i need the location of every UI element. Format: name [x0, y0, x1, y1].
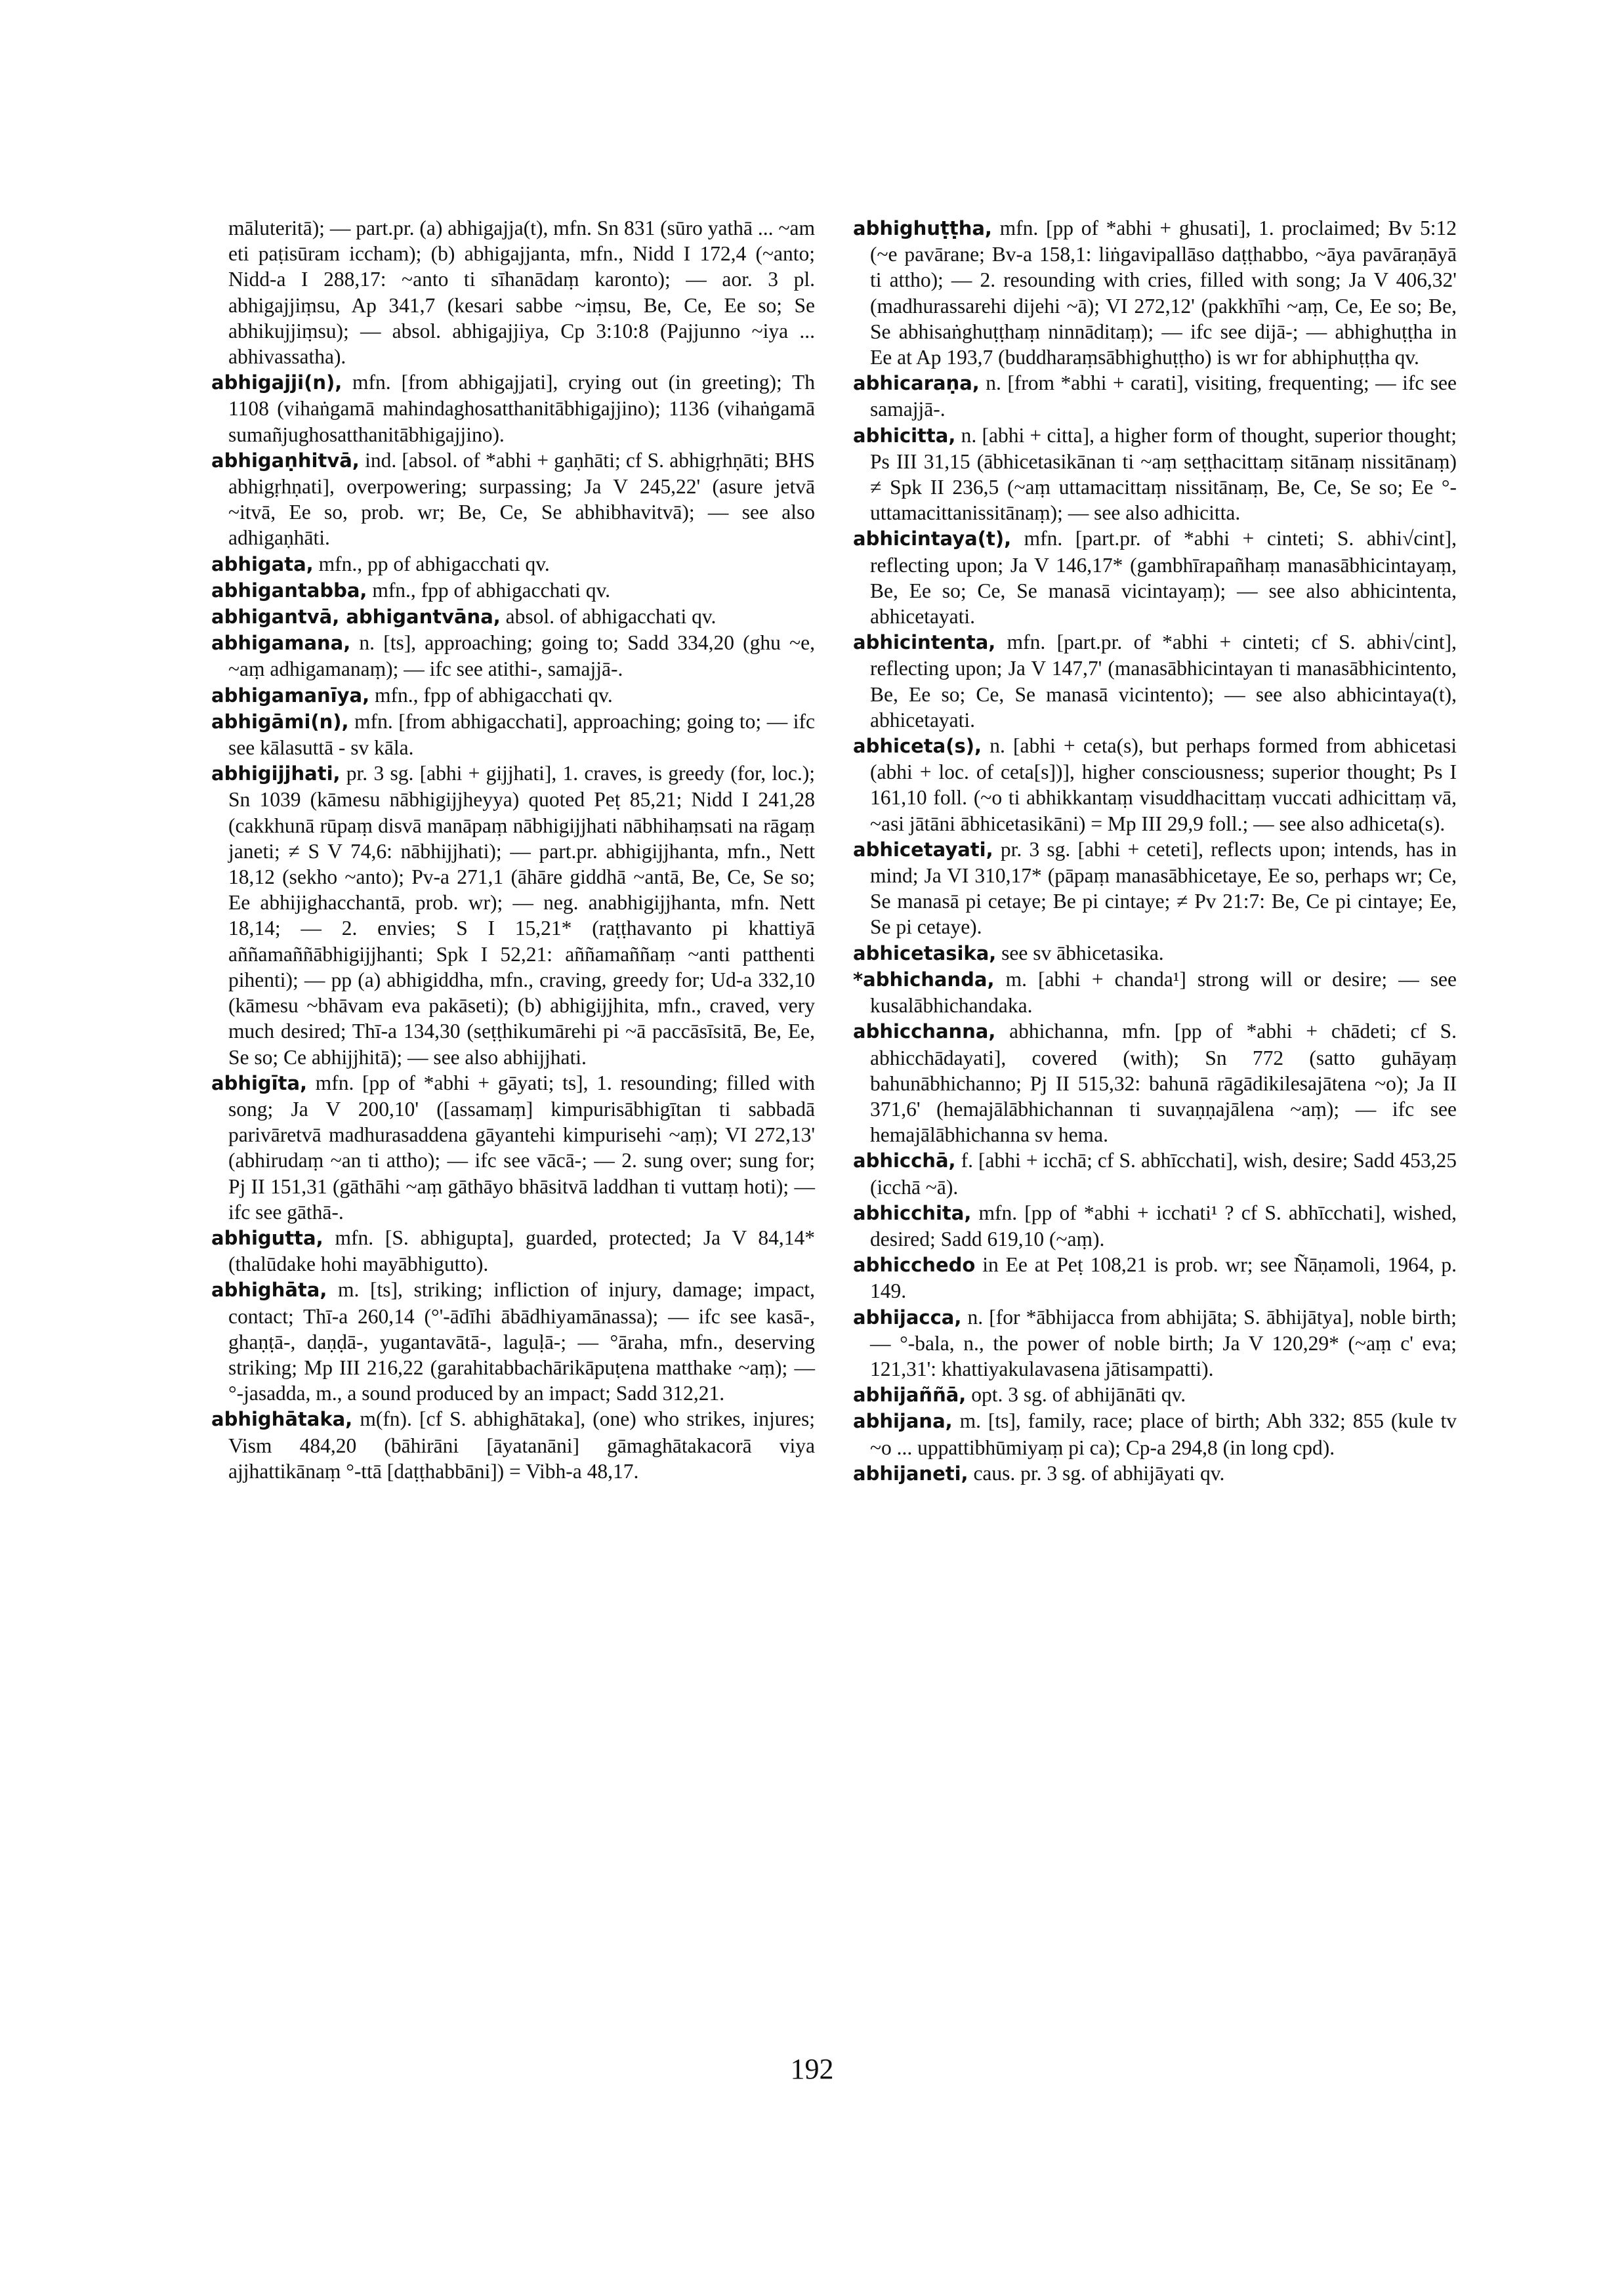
- dictionary-entry: [853, 629, 1457, 733]
- entry-headword: abhicintaya(t),: [853, 527, 1012, 550]
- entry-headword: abhicaraṇa,: [853, 372, 980, 395]
- entry-definition: pr. 3 sg. [abhi + gijjhati], 1. craves, is greedy (for, loc.); Sn 1039 (kāmesu nābhigijjheyya) quoted Peṭ 85,21; Nidd I 241,28 (cakkhunā rūpaṃ disvā manāpaṃ nābhigijjhati nābhihaṃsati na rāgaṃ janeti; ≠ S V 74,6: nābhijjhati); — part.pr. abhigijjhanta, mfn., Nett 18,12 (sekho ~anto); Pv-a 271,1 (āhāre giddhā ~antā, Be, Ce, Se so; Ee abhijighacchantā, prob. wr); — neg. anabhigijjhanta, mfn. Nett 18,14; — 2. envies; S I 15,21* (raṭṭhavanto pi khattiyā aññamaññābhigijjhanti; Spk I 52,21: aññamaññaṃ ~anti patthenti pihenti); — pp (a) abhigiddha, mfn., craving, greedy for; Ud-a 332,10 (kāmesu ~bhāvam eva pakāseti); (b) abhigijjhita, mfn., craved, very much desired; Thī-a 134,30 (seṭṭhikumārehi pi ~ā paccāsīsitā, Be, Ee, Se so; Ce abhijjhitā); — see also abhijjhati.: [228, 762, 815, 1069]
- entry-definition: n. [abhi + citta], a higher form of thought, superior thought; Ps III 31,15 (ābhicetasikānan ti ~aṃ seṭṭhacittaṃ sitānaṃ nissitānaṃ) ≠ Spk II 236,5 (~aṃ uttamacittaṃ nissitānaṃ, Be, Ce, Se so; Ee °-uttamacittanissitānaṃ); — see also adhicitta.: [870, 423, 1457, 525]
- dictionary-entry: [853, 215, 1457, 370]
- dictionary-entry: [211, 630, 815, 682]
- entry-definition: in Ee at Peṭ 108,21 is prob. wr; see Ñāṇamoli, 1964, p. 149.: [870, 1253, 1457, 1303]
- entry-headword: abhigamana,: [211, 632, 351, 655]
- entry-definition: n. [from *abhi + carati], visiting, frequenting; — ifc see samajjā-.: [870, 371, 1457, 421]
- entry-definition: mfn., pp of abhigacchati qv.: [313, 552, 550, 575]
- dictionary-entry: [853, 837, 1457, 940]
- entry-definition: mfn. [part.pr. of *abhi + cinteti; cf S. abhi√cint], reflecting upon; Ja V 147,7' (manasābhicintayan ti manasābhicintento, Be, Ee so; Ce, Se manasā vicintento); — see also abhicintaya(t), abhicetayati.: [870, 631, 1457, 732]
- entry-headword: abhicitta,: [853, 424, 956, 447]
- entry-definition: m(fn). [cf S. abhighātaka], (one) who strikes, injures; Vism 484,20 (bāhirāni [āyatanāni] gāmaghātakacorā viya ajjhattikānaṃ °-ttā [daṭṭhabbāni]) = Vibh-a 48,17.: [228, 1407, 815, 1483]
- entry-definition: mfn. [S. abhigupta], guarded, protected; Ja V 84,14* (thalūdake hohi mayābhigutto).: [228, 1226, 815, 1276]
- dictionary-entry: [853, 526, 1457, 629]
- entry-headword: abhicchā,: [853, 1149, 956, 1172]
- entry-definition: m. [abhi + chanda¹] strong will or desire; — see kusalābhichandaka.: [870, 967, 1457, 1018]
- dictionary-entry: [853, 1408, 1457, 1460]
- entry-headword: abhighātaka,: [211, 1408, 353, 1431]
- dictionary-entry: [853, 733, 1457, 837]
- entry-definition: n. [abhi + ceta(s), but perhaps formed from abhicetasi (abhi + loc. of ceta[s])], higher consciousness; superior thought; Ps I 161,10 foll. (~o ti abhikkantaṃ visuddhacittaṃ vuccati adhicittaṃ vā, ~asi jātāni ābhicetasikāni) = Mp III 29,9 foll.; — see also adhiceta(s).: [870, 734, 1457, 835]
- entry-definition: mfn. [part.pr. of *abhi + cinteti; S. abhi√cint], reflecting upon; Ja V 146,17* (gambhīrapañhaṃ manasābhicintayaṃ, Be, Ee so; Ce, Se manasā vicintayaṃ); — see also abhicintenta, abhicetayati.: [870, 527, 1457, 629]
- dictionary-entry: [211, 215, 815, 369]
- dictionary-entry: [211, 1225, 815, 1277]
- dictionary-entry: [853, 1304, 1457, 1382]
- entry-definition: caus. pr. 3 sg. of abhijāyati qv.: [968, 1461, 1225, 1485]
- dictionary-entry: [211, 1070, 815, 1225]
- entry-headword: abhigutta,: [211, 1226, 323, 1249]
- dictionary-entry: [853, 940, 1457, 966]
- dictionary-entry: [853, 1018, 1457, 1148]
- entry-definition: m. [ts], family, race; place of birth; Abh 332; 855 (kule tv ~o ... uppattibhūmiyaṃ pi ca); Cp-a 294,8 (in long cpd).: [870, 1409, 1457, 1459]
- entry-headword: abhicetayati,: [853, 838, 993, 861]
- entry-definition: mfn., fpp of abhigacchati qv.: [369, 683, 613, 707]
- entry-headword: abhighāta,: [211, 1279, 327, 1302]
- left-column: [211, 215, 815, 1484]
- entry-headword: abhighuṭṭha,: [853, 217, 992, 239]
- dictionary-entry: [853, 423, 1457, 526]
- entry-headword: abhijacca,: [853, 1306, 962, 1329]
- entry-headword: abhicchanna,: [853, 1020, 996, 1043]
- entry-headword: abhijana,: [853, 1410, 953, 1433]
- entry-headword: abhiceta(s),: [853, 735, 982, 758]
- entry-headword: abhigijjhati,: [211, 762, 341, 785]
- entry-headword: abhigamanīya,: [211, 684, 370, 707]
- dictionary-entry: [211, 447, 815, 551]
- dictionary-entry: [211, 1406, 815, 1484]
- entry-definition: mfn. [from abhigacchati], approaching; going to; — ifc see kālasuttā - sv kāla.: [228, 709, 815, 760]
- dictionary-entry: [211, 369, 815, 447]
- dictionary-entry: [853, 1148, 1457, 1199]
- entry-headword: abhicintenta,: [853, 631, 996, 654]
- dictionary-entry: [853, 1252, 1457, 1304]
- entry-definition: abhichanna, mfn. [pp of *abhi + chādeti; cf S. abhicchādayati], covered (with); Sn 772 (satto guhāyaṃ bahunābhichanno; Pj II 515,32: bahunā rāgādikilesajātena ~o); Ja II 371,6' (hemajālābhichannan ti suvaṇṇajālena ~aṃ); — ifc see hemajālābhichanna sv hema.: [870, 1020, 1457, 1147]
- entry-headword: abhicchedo: [853, 1254, 976, 1277]
- entry-definition: n. [for *ābhijacca from abhijāta; S. ābhijātya], noble birth; — °-bala, n., the power of noble birth; Ja V 120,29* (~aṃ c' eva; 121,31': khattiyakulavasena jātisampatti).: [870, 1305, 1457, 1380]
- entry-headword: abhigajji(n),: [211, 371, 343, 394]
- entry-definition: opt. 3 sg. of abhijānāti qv.: [966, 1383, 1186, 1407]
- dictionary-entry: [211, 760, 815, 1069]
- entry-headword: abhigantvā, abhigantvāna,: [211, 606, 501, 629]
- entry-definition: m. [ts], striking; infliction of injury, damage; impact, contact; Thī-a 260,14 (°'-ādīhi ābādhiyamānassa); — ifc see kasā-, ghaṇṭā-, daṇḍā-, yugantavātā-, laguḷā-; — °āraha, mfn., deserving striking; Mp III 216,22 (garahitabbachārikāpuṭena matthake ~aṃ); — °-jasadda, m., a sound produced by an impact; Sadd 312,21.: [228, 1278, 815, 1405]
- entry-definition: f. [abhi + icchā; cf S. abhīcchati], wish, desire; Sadd 453,25 (icchā ~ā).: [870, 1149, 1457, 1199]
- dictionary-entry: [211, 551, 815, 577]
- page-number: 192: [790, 2053, 834, 2085]
- entry-headword: abhijaññā,: [853, 1384, 967, 1407]
- entry-headword: abhicetasika,: [853, 941, 997, 964]
- entry-definition: see sv ābhicetasika.: [996, 941, 1164, 964]
- entry-definition: absol. of abhigacchati qv.: [500, 605, 717, 629]
- entry-definition: māluteritā); — part.pr. (a) abhigajja(t), mfn. Sn 831 (sūro yathā ... ~am eti paṭisūram iccham); (b) abhigajjanta, mfn., Nidd I 172,4 (~anto; Nidd-a I 288,17: ~anto ti sīhanādaṃ karonto); — aor. 3 pl. abhigajjiṃsu, Ap 341,7 (kesari sabbe ~iṃsu, Be, Ce, Ee so; Se abhikujjiṃsu); — absol. abhigajjiya, Cp 3:10:8 (Pajjunno ~iya ... abhivassatha).: [228, 217, 815, 369]
- entry-definition: mfn. [pp of *abhi + gāyati; ts], 1. resounding; filled with song; Ja V 200,10' ([assamaṃ] kimpurisābhigītan ti sabbadā parivāretvā madhurasaddena gāyantehi kimpurisehi ~aṃ); VI 272,13' (abhirudaṃ ~an ti attho); — ifc see vācā-; — 2. sung over; sung for; Pj II 151,31 (gāthāhi ~aṃ gāthāyo bhāsitvā laddhan ti vuttaṃ hoti); — ifc see gāthā-.: [228, 1071, 815, 1224]
- dictionary-entry: [853, 1200, 1457, 1252]
- entry-headword: abhigaṇhitvā,: [211, 449, 360, 472]
- entry-headword: abhigata,: [211, 552, 314, 575]
- entry-headword: abhigantabba,: [211, 579, 367, 602]
- entry-headword: abhicchita,: [853, 1201, 972, 1224]
- right-column: [853, 215, 1457, 1487]
- entry-definition: mfn., fpp of abhigacchati qv.: [367, 578, 611, 602]
- entry-definition: n. [ts], approaching; going to; Sadd 334,20 (ghu ~e, ~aṃ adhigamanaṃ); — ifc see atithi-, samajjā-.: [228, 631, 815, 681]
- dictionary-entry: [211, 1277, 815, 1406]
- entry-definition: mfn. [pp of *abhi + ghusati], 1. proclaimed; Bv 5:12 (~e pavārane; Bv-a 158,1: liṅgavipallāso daṭṭhabbo, ~āya pavāraṇāyā ti attho); — 2. resounding with cries, filled with song; Ja V 406,32' (madhurassarehi dijehi ~ā); VI 272,12' (pakkhīhi ~aṃ, Ce, Ee so; Be, Se abhisaṅghuṭṭhaṃ ninnāditaṃ); — ifc see dijā-; — abhighuṭṭha in Ee at Ap 193,7 (buddharaṃsābhighuṭṭho) is wr for abhiphuṭṭha qv.: [870, 217, 1457, 369]
- entry-definition: mfn. [pp of *abhi + icchati¹ ? cf S. abhīcchati], wished, desired; Sadd 619,10 (~aṃ).: [870, 1201, 1457, 1251]
- dictionary-entry: [853, 966, 1457, 1018]
- dictionary-entry: [853, 370, 1457, 422]
- dictionary-entry: [211, 604, 815, 630]
- entry-headword: abhigīta,: [211, 1071, 308, 1094]
- dictionary-entry: [211, 709, 815, 760]
- dictionary-entry: [853, 1382, 1457, 1408]
- entry-definition: pr. 3 sg. [abhi + ceteti], reflects upon; intends, has in mind; Ja VI 310,17* (pāpaṃ manasābhicetaye, Ee so, perhaps wr; Ce, Se manasā pi cetaye; Be pi cintaye; ≠ Pv 21:7: Be, Ce pi cintaye; Ee, Se pi cetaye).: [870, 837, 1457, 939]
- entry-definition: ind. [absol. of *abhi + gaṇhāti; cf S. abhigṛhṇāti; BHS abhigṛhṇati], overpowering; surpassing; Ja V 245,22' (asure jetvā ~itvā, Ee so, prob. wr; Be, Ce, Se abhibhavitvā); — see also adhigaṇhāti.: [228, 448, 815, 550]
- entry-headword: abhijaneti,: [853, 1462, 968, 1485]
- entry-headword: abhigāmi(n),: [211, 710, 349, 733]
- entry-headword: *abhichanda,: [853, 968, 995, 991]
- dictionary-entry: [211, 682, 815, 709]
- dictionary-entry: [853, 1460, 1457, 1487]
- dictionary-entry: [211, 577, 815, 604]
- entry-definition: mfn. [from abhigajjati], crying out (in greeting); Th 1108 (vihaṅgamā mahindaghosatthanitābhigajjino); 1136 (vihaṅgamā sumañjughosatthanitābhigajjino).: [228, 371, 815, 446]
